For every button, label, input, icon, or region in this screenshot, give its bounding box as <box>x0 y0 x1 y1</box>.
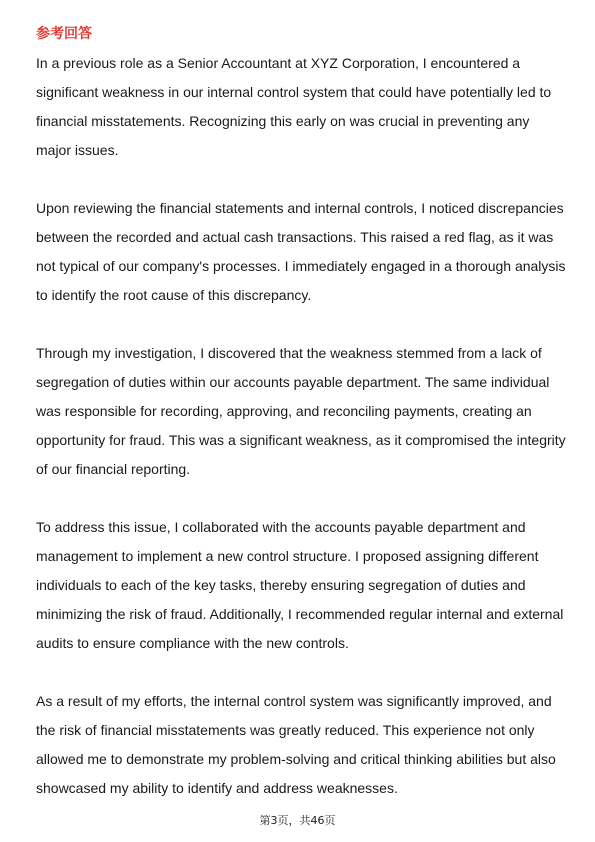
answer-body <box>36 49 566 803</box>
paragraph-5: As a result of my efforts, the internal control system was significantly improved, and the risk of financial misstatements was greatly reduced. This experience not only allowed me to demonstrate my problem-solving and critical thinking abilities but also showcased my ability to identify and address weaknesses. <box>36 693 556 796</box>
section-heading: 参考回答 <box>36 26 92 42</box>
paragraph-4: To address this issue, I collaborated with the accounts payable department and management to implement a new control structure. I proposed assigning different individuals to each of the key tasks, thereby ensuring segregation of duties and minimizing the risk of fraud. Additionally, I recommended regular internal and external audits to ensure compliance with the new controls. <box>36 519 564 651</box>
paragraph-3: Through my investigation, I discovered that the weakness stemmed from a lack of segregation of duties within our accounts payable department. The same individual was responsible for recording, approving, and reconciling payments, creating an opportunity for fraud. This was a significant weakness, as it compromised the integrity of our financial reporting. <box>36 345 566 477</box>
paragraph-2: Upon reviewing the financial statements and internal controls, I noticed discrepancies between the recorded and actual cash transactions. This raised a red flag, as it was not typical of our company's processes. I immediately engaged in a thorough analysis to identify the root cause of this discrepancy. <box>36 200 566 303</box>
page-number: 第3页，共46页 <box>259 814 336 827</box>
paragraph-1: In a previous role as a Senior Accountant at XYZ Corporation, I encountered a significant weakness in our internal control system that could have potentially led to financial misstatements. Recognizing this early on was crucial in preventing any major issues. <box>36 55 552 158</box>
